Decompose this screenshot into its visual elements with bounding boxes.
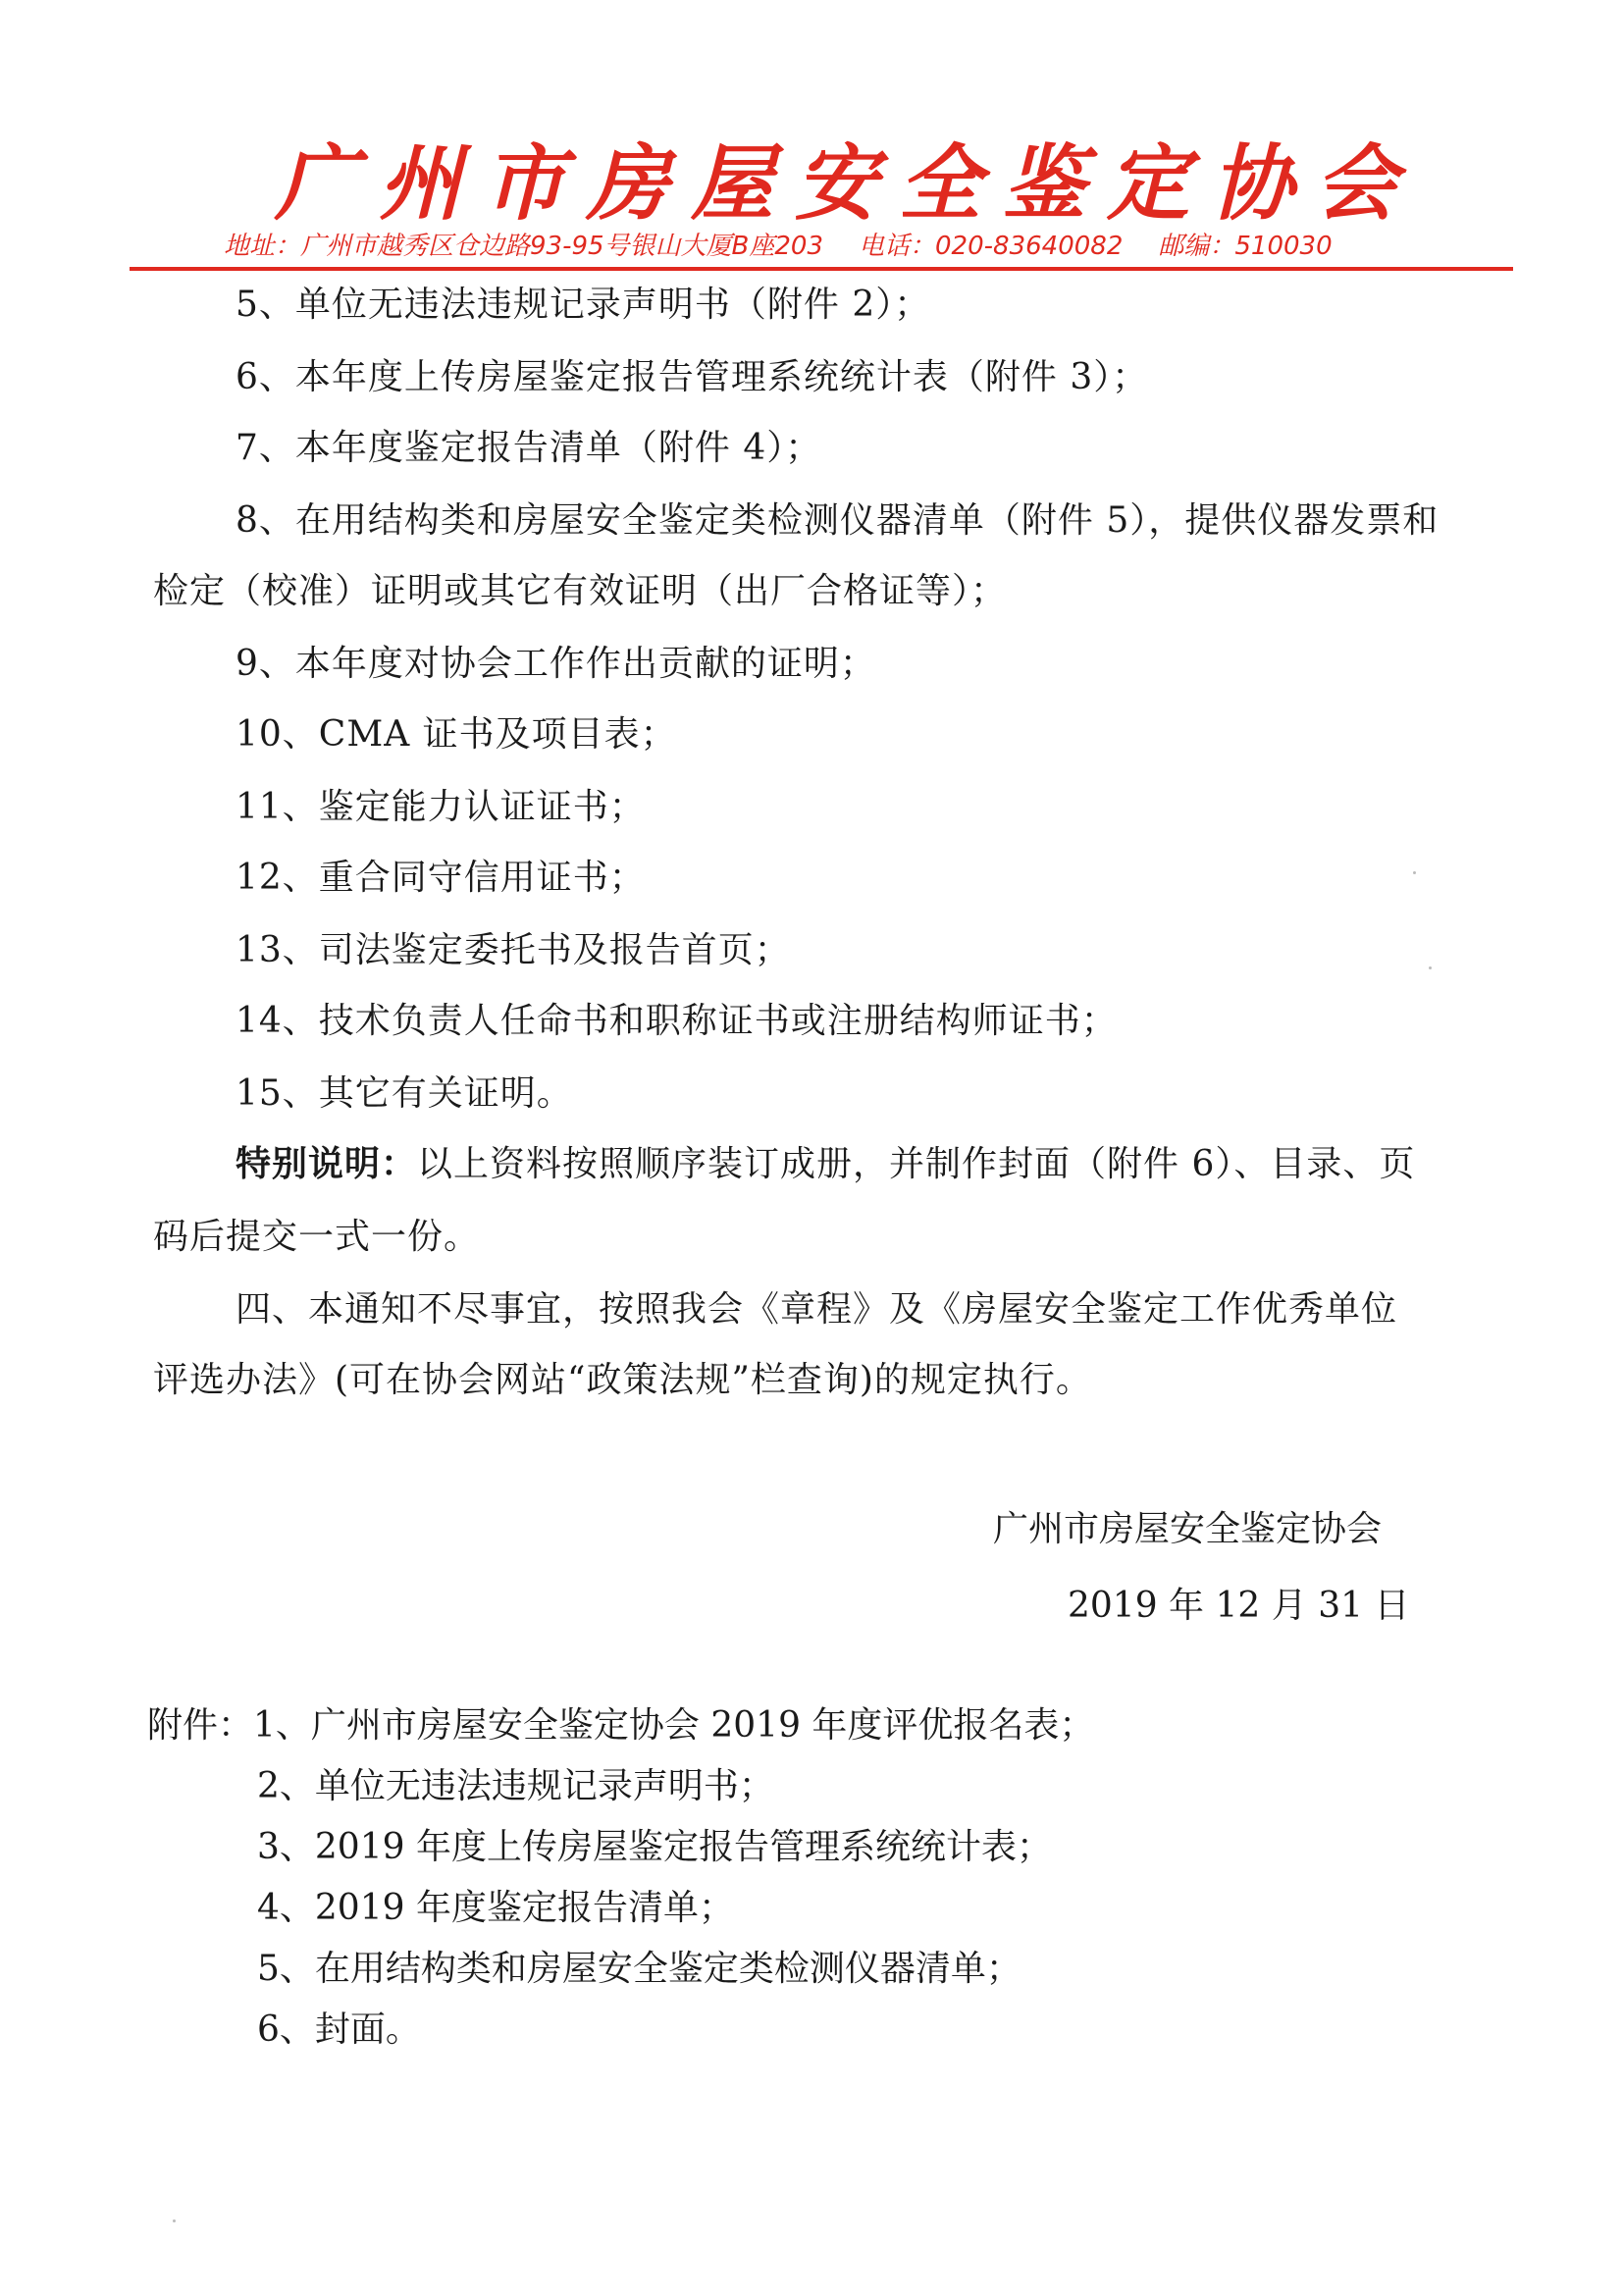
signature-date: 2019 年 12 月 31 日 xyxy=(1068,1586,1410,1626)
scan-speck xyxy=(173,2219,176,2222)
letterhead-org-name: 广州市房屋安全鉴定协会 xyxy=(275,134,1420,232)
letterhead-address: 地址：广州市越秀区仓边路93-95号银山大厦B座203 xyxy=(224,232,824,261)
section-four: 四、本通知不尽事宜，按照我会《章程》及《房屋安全鉴定工作优秀单位 xyxy=(236,1289,1398,1330)
scan-speck xyxy=(1413,871,1416,874)
list-item: 7、本年度鉴定报告清单（附件 4）； xyxy=(236,428,822,468)
special-note xyxy=(236,1136,1415,1186)
attachment-item: 1、广州市房屋安全鉴定协会 2019 年度评优报名表； xyxy=(253,1705,1095,1746)
attachment-item: 2、单位无违法违规记录声明书； xyxy=(257,1766,774,1806)
special-note-label: 特别说明： xyxy=(236,1143,418,1184)
section-four-continuation: 评选办法》(可在协会网站“政策法规”栏查询)的规定执行。 xyxy=(153,1360,1092,1400)
scan-speck xyxy=(1429,966,1432,969)
letterhead-contact xyxy=(224,226,1450,262)
list-item: 13、司法鉴定委托书及报告首页； xyxy=(236,930,791,970)
special-note-text: 以上资料按照顺序装订成册，并制作封面（附件 6）、目录、页 xyxy=(417,1144,1416,1184)
list-item: 11、鉴定能力认证证书； xyxy=(236,787,646,827)
list-item-continuation: 检定（校准）证明或其它有效证明（出厂合格证等）； xyxy=(153,571,1008,611)
list-item: 15、其它有关证明。 xyxy=(236,1073,573,1114)
attachment-item: 6、封面。 xyxy=(257,2009,421,2050)
letterhead-divider xyxy=(130,267,1513,271)
list-item: 6、本年度上传房屋鉴定报告管理系统统计表（附件 3）； xyxy=(236,357,1149,397)
list-item: 5、单位无违法违规记录声明书（附件 2）； xyxy=(236,285,931,325)
attachments xyxy=(147,1697,1094,1748)
attachment-item: 3、2019 年度上传房屋鉴定报告管理系统统计表； xyxy=(257,1827,1052,1867)
attachment-item: 4、2019 年度鉴定报告清单； xyxy=(257,1888,734,1928)
list-item: 9、本年度对协会工作作出贡献的证明； xyxy=(236,644,876,684)
attachments-label: 附件： xyxy=(147,1705,254,1746)
list-item: 12、重合同守信用证书； xyxy=(236,858,646,898)
list-item: 10、CMA 证书及项目表； xyxy=(236,714,677,755)
attachment-item: 5、在用结构类和房屋安全鉴定类检测仪器清单； xyxy=(257,1949,1021,1989)
letterhead-phone: 电话：020-83640082 xyxy=(859,232,1124,261)
signature-org: 广州市房屋安全鉴定协会 xyxy=(993,1509,1383,1549)
list-item: 14、技术负责人任命书和职称证书或注册结构师证书； xyxy=(236,1001,1118,1041)
letterhead-postcode: 邮编：510030 xyxy=(1158,232,1333,261)
list-item: 8、在用结构类和房屋安全鉴定类检测仪器清单（附件 5），提供仪器发票和 xyxy=(236,500,1440,541)
special-note-continuation: 码后提交一式一份。 xyxy=(153,1217,481,1257)
